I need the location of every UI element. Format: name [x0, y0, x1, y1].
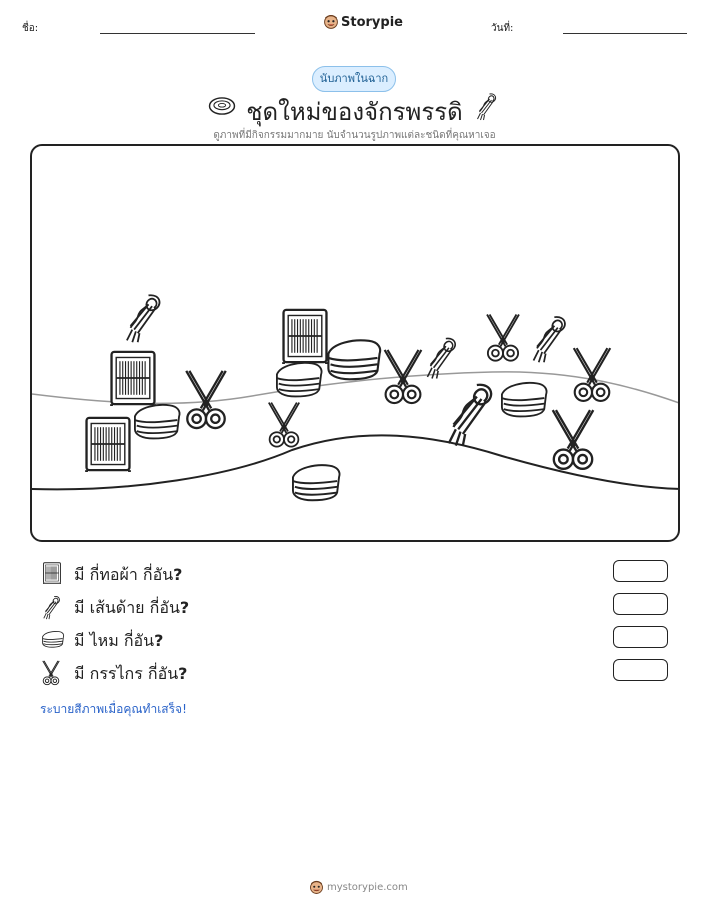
answer-box-scissors[interactable]	[613, 659, 668, 681]
answer-box-silk[interactable]	[613, 626, 668, 648]
thread-item	[427, 338, 455, 378]
question-scissors: มี กรรไกร กี่อัน?	[74, 664, 188, 683]
brand-name: Storypie	[341, 15, 403, 30]
loom-item	[112, 352, 155, 406]
question-silk: มี ไหม กี่อัน?	[74, 631, 164, 650]
thread-icon	[40, 594, 64, 620]
scissors-item	[487, 314, 519, 360]
thread-icon	[474, 91, 500, 121]
name-label: ชื่อ:	[22, 23, 39, 34]
scene-illustration	[32, 146, 680, 542]
storypie-logo-icon	[309, 880, 324, 895]
name-field[interactable]	[100, 33, 255, 34]
scissors-item	[269, 403, 299, 447]
storypie-logo-icon	[323, 14, 339, 30]
scissors-item	[574, 348, 610, 401]
silk-cloth-item	[502, 383, 547, 417]
thread-item	[449, 385, 491, 446]
scissors-icon	[40, 660, 62, 686]
thread-item	[127, 295, 160, 342]
silk-cloth-icon	[40, 628, 66, 650]
silk-cloth-item	[293, 465, 340, 500]
question-threads: มี เส้นด้าย กี่อัน?	[74, 598, 190, 617]
scissors-item	[385, 350, 422, 403]
silk-cloth-item	[328, 340, 380, 379]
counting-scene	[30, 144, 680, 542]
answer-box-threads[interactable]	[613, 593, 668, 615]
loom-icon	[40, 562, 64, 584]
silk-cloth-item	[135, 405, 180, 439]
question-looms: มี กี่ทอผ้า กี่อัน?	[74, 565, 183, 584]
coloring-instruction: ระบายสีภาพเมื่อคุณทำเสร็จ!	[40, 702, 187, 716]
footer-url[interactable]: mystorypie.com	[327, 882, 408, 893]
page-title: ชุดใหม่ของจักรพรรดิ	[246, 98, 463, 126]
silk-cloth-item	[277, 363, 322, 397]
scissors-item	[186, 371, 226, 428]
scissors-item	[553, 410, 594, 469]
loom-item	[87, 418, 130, 472]
date-label: วันที่:	[491, 23, 514, 34]
date-field[interactable]	[563, 33, 687, 34]
answer-box-looms[interactable]	[613, 560, 668, 582]
page-subtitle: ดูภาพที่มีกิจกรรมมากมาย นับจำนวนรูปภาพแต่ละชนิดที่คุณหาเจอ	[213, 130, 496, 141]
thread-item	[534, 317, 565, 362]
activity-badge: นับภาพในฉาก	[312, 66, 396, 92]
loom-item	[284, 310, 327, 364]
